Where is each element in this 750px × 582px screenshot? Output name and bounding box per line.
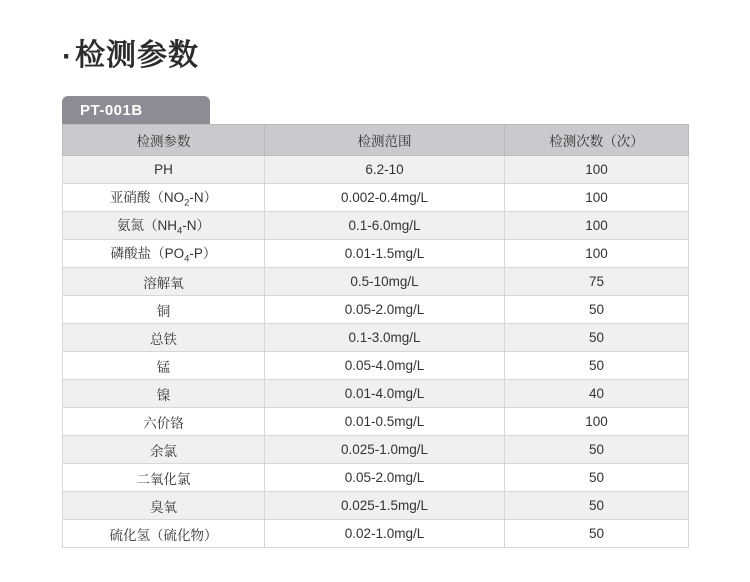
cell-parameter: 铜 — [63, 296, 265, 324]
spec-table-container — [62, 124, 688, 548]
cell-parameter: 六价铬 — [63, 408, 265, 436]
model-tab-label: PT-001B — [80, 101, 143, 119]
cell-range: 0.025-1.0mg/L — [265, 436, 505, 464]
cell-parameter: PH — [63, 156, 265, 184]
cell-parameter: 氨氮$(NH_4-N)$ — [63, 212, 265, 240]
table-row — [63, 464, 689, 492]
table-row — [63, 324, 689, 352]
column-header-count: 检测次数（次） — [505, 125, 689, 156]
table-row — [63, 380, 689, 408]
spec-table — [62, 124, 689, 548]
cell-count: 50 — [505, 296, 689, 324]
cell-parameter: 二氧化氯 — [63, 464, 265, 492]
table-row — [63, 240, 689, 268]
cell-count: 50 — [505, 324, 689, 352]
cell-range: 0.1-6.0mg/L — [265, 212, 505, 240]
cell-range: 0.5-10mg/L — [265, 268, 505, 296]
table-body — [63, 156, 689, 548]
table-row — [63, 212, 689, 240]
cell-count: 50 — [505, 520, 689, 548]
column-header-range: 检测范围 — [265, 125, 505, 156]
cell-range: 0.05-4.0mg/L — [265, 352, 505, 380]
cell-count: 40 — [505, 380, 689, 408]
cell-range: 0.05-2.0mg/L — [265, 464, 505, 492]
table-row — [63, 520, 689, 548]
cell-count: 100 — [505, 156, 689, 184]
cell-range: 0.05-2.0mg/L — [265, 296, 505, 324]
page-title-text: 检测参数 — [75, 39, 199, 72]
cell-range: 0.025-1.5mg/L — [265, 492, 505, 520]
cell-parameter: 锰 — [63, 352, 265, 380]
table-header-row — [63, 125, 689, 156]
table-head — [63, 125, 689, 156]
cell-range: 0.002-0.4mg/L — [265, 184, 505, 212]
cell-parameter: 总铁 — [63, 324, 265, 352]
table-row — [63, 268, 689, 296]
cell-range: 0.01-0.5mg/L — [265, 408, 505, 436]
cell-count: 50 — [505, 464, 689, 492]
cell-count: 100 — [505, 184, 689, 212]
table-row — [63, 492, 689, 520]
cell-range: 0.02-1.0mg/L — [265, 520, 505, 548]
table-row — [63, 408, 689, 436]
table-row — [63, 184, 689, 212]
table-row — [63, 156, 689, 184]
table-row — [63, 436, 689, 464]
page-title — [62, 30, 199, 74]
model-tab[interactable] — [62, 96, 210, 124]
cell-count: 50 — [505, 436, 689, 464]
cell-range: 0.1-3.0mg/L — [265, 324, 505, 352]
cell-range: 6.2-10 — [265, 156, 505, 184]
cell-parameter: 溶解氧 — [63, 268, 265, 296]
table-row — [63, 296, 689, 324]
cell-count: 75 — [505, 268, 689, 296]
cell-range: 0.01-4.0mg/L — [265, 380, 505, 408]
cell-count: 100 — [505, 408, 689, 436]
title-bullet-icon: · — [62, 40, 73, 74]
cell-count: 100 — [505, 240, 689, 268]
cell-parameter: 硫化氢（硫化物） — [63, 520, 265, 548]
cell-parameter: 磷酸盐$(PO_4-P)$ — [63, 240, 265, 268]
column-header-parameter: 检测参数 — [63, 125, 265, 156]
cell-parameter: 臭氧 — [63, 492, 265, 520]
cell-parameter: 镍 — [63, 380, 265, 408]
table-row — [63, 352, 689, 380]
cell-parameter: 余氯 — [63, 436, 265, 464]
cell-count: 50 — [505, 352, 689, 380]
cell-count: 100 — [505, 212, 689, 240]
cell-count: 50 — [505, 492, 689, 520]
cell-range: 0.01-1.5mg/L — [265, 240, 505, 268]
cell-parameter: 亚硝酸$(NO_2-N)$ — [63, 184, 265, 212]
